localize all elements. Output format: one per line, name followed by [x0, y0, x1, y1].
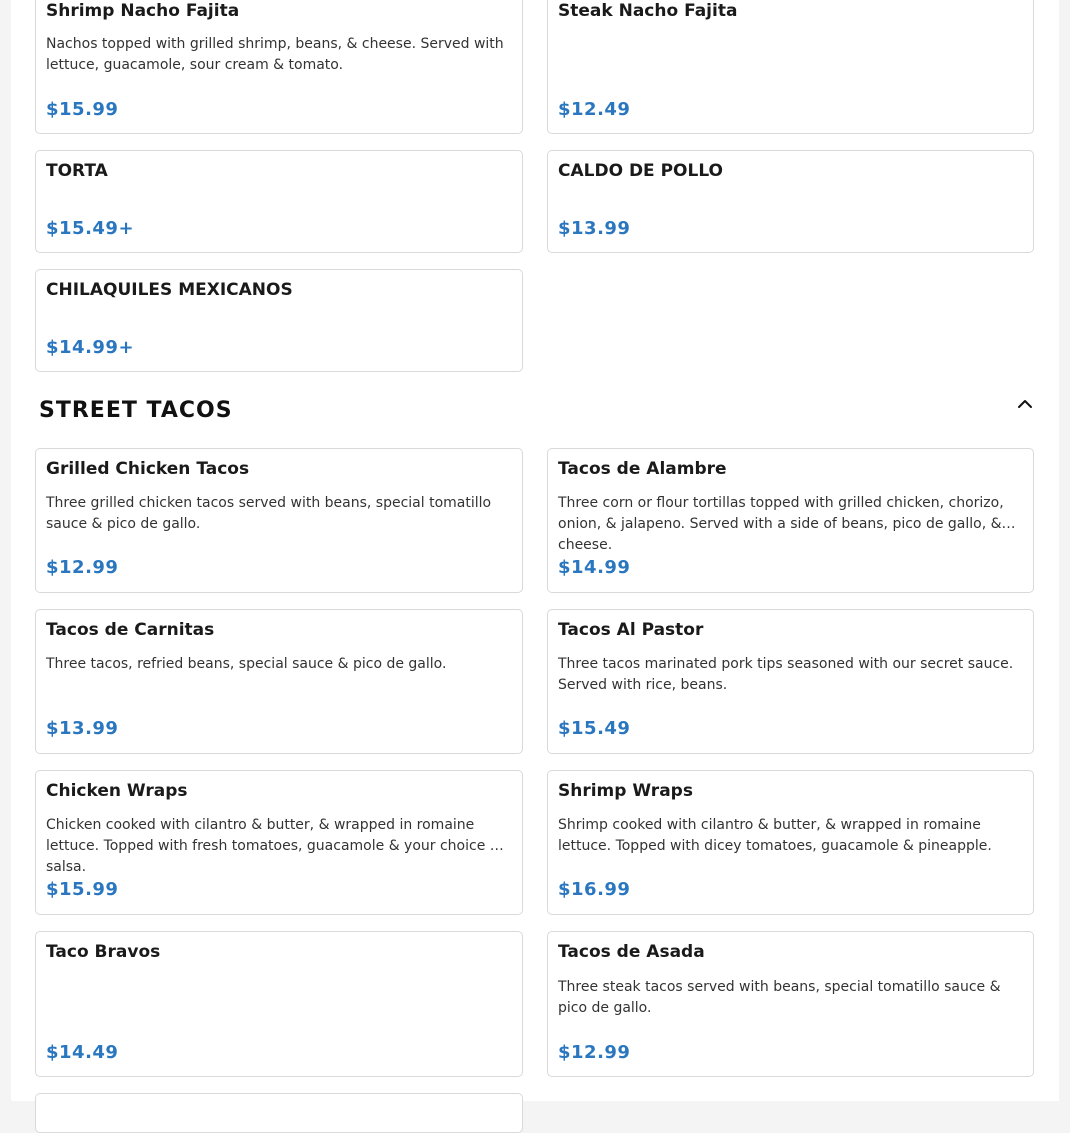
item-description: Chicken cooked with cilantro & butter, & wrapped in romaine lettuce. Topped with fresh tomatoes, guacamole & your choice of salsa.	[46, 817, 504, 875]
item-price: $16.99	[558, 879, 631, 900]
menu-item-card[interactable]	[35, 0, 523, 134]
item-price: $14.99+	[46, 337, 135, 358]
item-price: $12.99	[46, 557, 119, 578]
menu-item-card[interactable]	[35, 1093, 523, 1133]
item-name: TORTA	[46, 161, 108, 181]
item-name: Shrimp Wraps	[558, 781, 693, 801]
item-price: $15.49	[558, 718, 631, 739]
item-description: Three tacos, refried beans, special sauce & pico de gallo.	[46, 656, 447, 672]
menu-item-card[interactable]	[547, 150, 1034, 253]
menu-item-card[interactable]	[547, 931, 1034, 1077]
menu-item-card[interactable]	[547, 609, 1034, 754]
item-price: $15.99	[46, 879, 119, 900]
item-name: Tacos Al Pastor	[558, 620, 704, 640]
item-name: Steak Nacho Fajita	[558, 1, 738, 21]
item-name: Grilled Chicken Tacos	[46, 459, 250, 479]
item-price: $15.99	[46, 99, 119, 120]
item-name: Chicken Wraps	[46, 781, 188, 801]
menu-item-card[interactable]	[35, 150, 523, 253]
menu-item-card[interactable]	[35, 448, 523, 593]
menu-item-card[interactable]	[35, 269, 523, 372]
menu-item-card[interactable]	[547, 448, 1034, 593]
item-name: Tacos de Asada	[558, 942, 705, 962]
item-price: $14.49	[46, 1042, 119, 1063]
menu-item-card[interactable]	[547, 0, 1034, 134]
item-name: Tacos de Carnitas	[46, 620, 215, 640]
item-name: Tacos de Alambre	[558, 459, 727, 479]
item-description: Three corn or flour tortillas topped with grilled chicken, chorizo, onion, & jalapeno. Served with a side of beans, pico de gallo, & cheese.	[558, 495, 1004, 553]
item-description: Shrimp cooked with cilantro & butter, & wrapped in romaine lettuce. Topped with dicey tomatoes, guacamole & pineapple.	[558, 817, 992, 854]
item-name: CHILAQUILES MEXICANOS	[46, 280, 293, 300]
item-description: Three tacos marinated pork tips seasoned with our secret sauce. Served with rice, beans.	[558, 656, 1014, 693]
chevron-up-icon[interactable]	[1015, 394, 1035, 414]
item-price: $12.49	[558, 99, 631, 120]
item-price: $12.99	[558, 1042, 631, 1063]
section-title: STREET TACOS	[39, 398, 233, 423]
item-description: Three steak tacos served with beans, special tomatillo sauce & pico de gallo.	[558, 979, 1001, 1016]
item-price: $13.99	[46, 718, 119, 739]
item-price: $15.49+	[46, 218, 135, 239]
menu-item-card[interactable]	[35, 609, 523, 754]
item-description: Nachos topped with grilled shrimp, beans, & cheese. Served with lettuce, guacamole, sour cream & tomato.	[46, 36, 504, 73]
menu-item-card[interactable]	[35, 931, 523, 1077]
item-price: $14.99	[558, 557, 631, 578]
menu-item-card[interactable]	[547, 770, 1034, 915]
item-price: $13.99	[558, 218, 631, 239]
menu-item-card[interactable]	[35, 770, 523, 915]
item-description: Three grilled chicken tacos served with beans, special tomatillo sauce & pico de gallo.	[46, 495, 492, 532]
item-name: CALDO DE POLLO	[558, 161, 724, 181]
menu-page	[11, 0, 1059, 1101]
item-name: Taco Bravos	[46, 942, 161, 962]
item-name: Shrimp Nacho Fajita	[46, 1, 240, 21]
